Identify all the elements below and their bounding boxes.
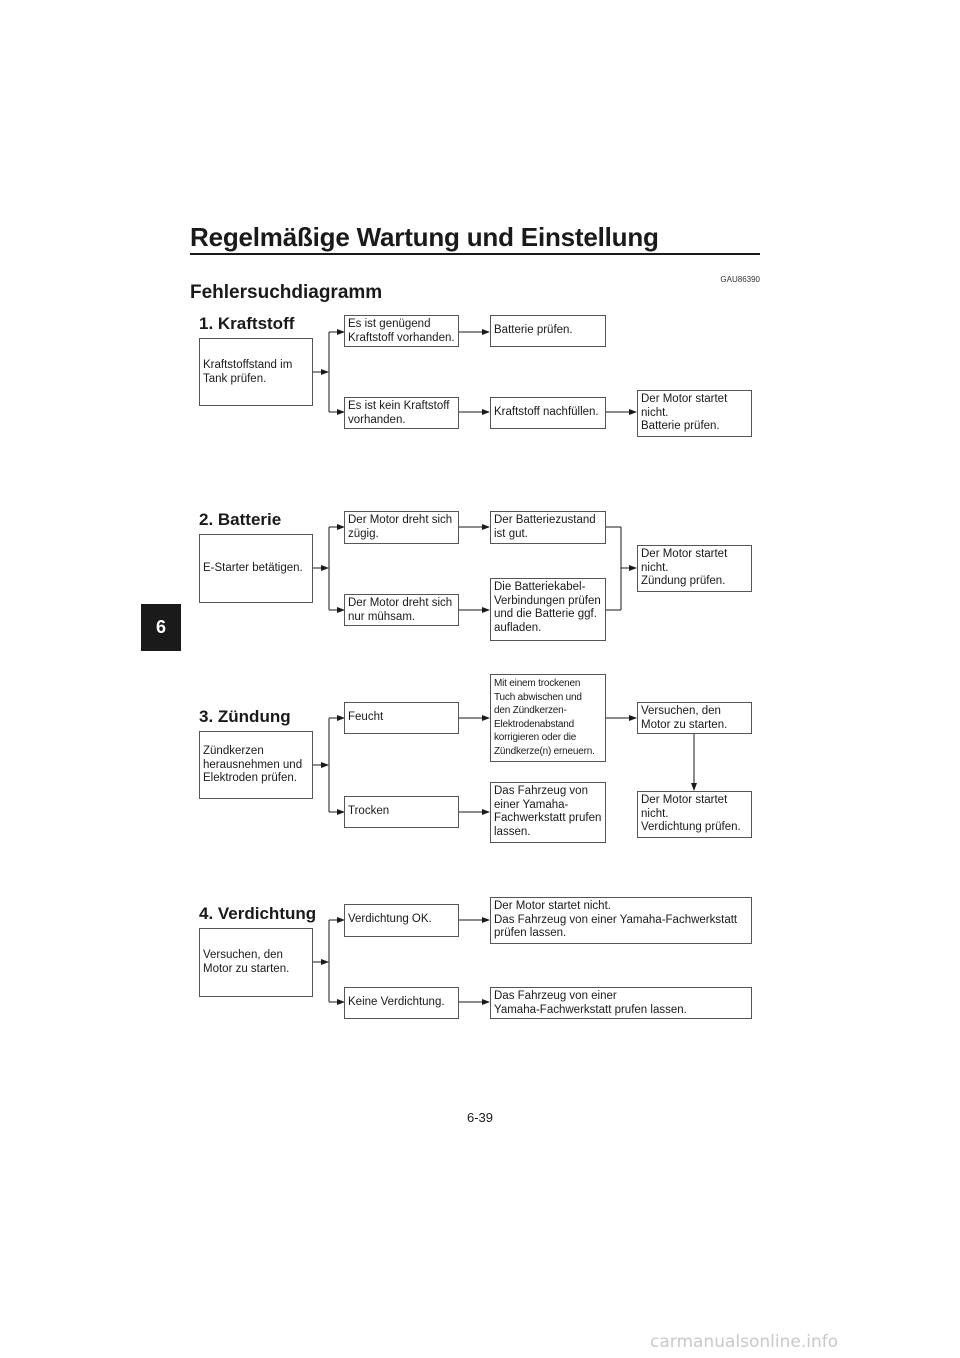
step-3-branch-a-box: Feucht (344, 702, 459, 734)
step-1-result-a-box: Batterie prüfen. (490, 315, 606, 347)
step-2-outcome-box: Der Motor startet nicht. Zündung prüfen. (637, 545, 752, 592)
step-3-result-a-box: Mit einem trockenen Tuch abwischen und den Zündkerzen- Elektrodenabstand korrigieren oder die Zündkerze(n) erneuern. (490, 674, 606, 762)
step-3-title: 3. Zündung (199, 707, 291, 726)
step-3-start-box: Zündkerzen herausnehmen und Elektroden prüfen. (199, 731, 313, 799)
step-2-start-box: E-Starter betätigen. (199, 534, 313, 603)
step-1-result-b-box: Kraftstoff nachfüllen. (490, 397, 606, 429)
document-code: GAU86390 (720, 275, 760, 284)
step-1-start-box: Kraftstoffstand im Tank prüfen. (199, 338, 313, 406)
step-4-result-b-box: Das Fahrzeug von einer Yamaha-Fachwerkstatt prufen lassen. (490, 987, 752, 1019)
step-4-title: 4. Verdichtung (199, 904, 317, 923)
page-title: Regelmäßige Wartung und Einstellung (190, 222, 659, 252)
step-4-start-box: Versuchen, den Motor zu starten. (199, 928, 313, 997)
step-1-branch-a-box: Es ist genügend Kraftstoff vorhanden. (344, 315, 459, 347)
step-3-branch-b-box: Trocken (344, 796, 459, 828)
watermark: carmanualsonline.info (650, 1332, 839, 1352)
step-3-outcome-box: Der Motor startet nicht. Verdichtung prüfen. (637, 791, 752, 838)
step-3-retry-box: Versuchen, den Motor zu starten. (637, 702, 752, 734)
step-3-result-b-box: Das Fahrzeug von einer Yamaha- Fachwerkstatt prufen lassen. (490, 782, 606, 843)
step-2-title: 2. Batterie (199, 510, 282, 529)
chapter-tab: 6 (141, 604, 181, 651)
step-4-branch-b-box: Keine Verdichtung. (344, 987, 459, 1019)
step-2-result-a-box: Der Batteriezustand ist gut. (490, 511, 606, 544)
step-2-result-b-box: Die Batteriekabel- Verbindungen prüfen und die Batterie ggf. aufladen. (490, 578, 606, 641)
step-1-title: 1. Kraftstoff (199, 314, 295, 333)
title-rule (190, 253, 760, 255)
step-1-outcome-box: Der Motor startet nicht. Batterie prüfen. (637, 390, 752, 437)
step-4-branch-a-box: Verdichtung OK. (344, 904, 459, 937)
step-1-branch-b-box: Es ist kein Kraftstoff vorhanden. (344, 397, 459, 429)
step-4-result-a-box: Der Motor startet nicht. Das Fahrzeug von einer Yamaha-Fachwerkstatt prüfen lassen. (490, 897, 752, 944)
page-number: 6-39 (466, 1110, 494, 1125)
section-title: Fehlersuchdiagramm (190, 282, 383, 303)
step-2-branch-b-box: Der Motor dreht sich nur mühsam. (344, 594, 459, 626)
step-2-branch-a-box: Der Motor dreht sich zügig. (344, 511, 459, 544)
